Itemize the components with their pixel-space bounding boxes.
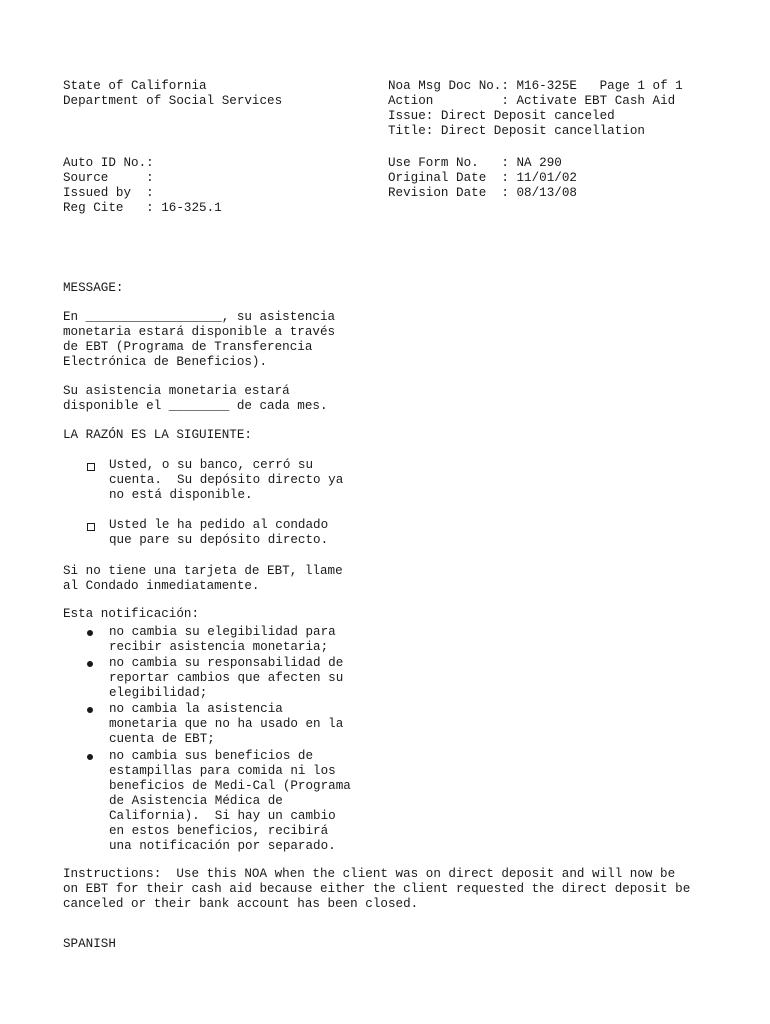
issued-by: Issued by : <box>63 186 154 200</box>
notice-bullet-4 <box>109 749 351 854</box>
text-line: no cambia sus beneficios de <box>109 749 314 763</box>
text-line: canceled or their bank account has been closed. <box>63 897 419 911</box>
text-line: Su asistencia monetaria estará <box>63 384 290 398</box>
reg-cite: Reg Cite : 16-325.1 <box>63 201 222 215</box>
message-paragraph-2 <box>63 384 328 414</box>
text-line: En __________________, su asistencia <box>63 310 336 324</box>
instructions <box>63 867 690 912</box>
text-line: estampillas para comida ni los <box>109 764 336 778</box>
text-line: elegibilidad; <box>109 686 208 700</box>
text-line: cuenta. Su depósito directo ya <box>109 473 344 487</box>
checkbox-icon <box>87 523 95 531</box>
auto-id: Auto ID No.: <box>63 156 154 170</box>
message-heading: MESSAGE: <box>63 281 124 295</box>
agency-state: State of California <box>63 79 207 93</box>
text-line: Electrónica de Beneficios). <box>63 355 268 369</box>
text-line: no cambia la asistencia <box>109 702 283 716</box>
text-line: al Condado inmediatamente. <box>63 579 260 593</box>
text-line: que pare su depósito directo. <box>109 533 329 547</box>
message-paragraph-1 <box>63 310 335 370</box>
text-line: monetaria estará disponible a través <box>63 325 336 339</box>
doc-issue: Issue: Direct Deposit canceled <box>388 109 615 123</box>
text-line: beneficios de Medi-Cal (Programa <box>109 779 351 793</box>
bullet-icon <box>87 661 93 667</box>
document-info <box>388 79 683 139</box>
notice-bullet-3 <box>109 702 343 747</box>
notice-bullet-1 <box>109 625 336 655</box>
bullet-icon <box>87 630 93 636</box>
agency-header <box>63 79 282 109</box>
notice-heading: Esta notificación: <box>63 607 200 621</box>
source: Source : <box>63 171 154 185</box>
meta-left <box>63 156 222 216</box>
checkbox-icon <box>87 463 95 471</box>
message-paragraph-3 <box>63 564 343 594</box>
text-line: cuenta de EBT; <box>109 732 215 746</box>
text-line: Usted le ha pedido al condado <box>109 518 329 532</box>
reason-option-2 <box>109 518 328 548</box>
doc-action: Action : Activate EBT Cash Aid <box>388 94 676 108</box>
text-line: de EBT (Programa de Transferencia <box>63 340 313 354</box>
text-line: Usted, o su banco, cerró su <box>109 458 314 472</box>
bullet-icon <box>87 754 93 760</box>
language-label: SPANISH <box>63 937 116 951</box>
text-line: recibir asistencia monetaria; <box>109 640 329 654</box>
doc-number: Noa Msg Doc No.: M16-325E Page 1 of 1 <box>388 79 683 93</box>
notice-bullet-2 <box>109 656 343 701</box>
use-form: Use Form No. : NA 290 <box>388 156 562 170</box>
bullet-icon <box>87 707 93 713</box>
reason-option-1 <box>109 458 343 503</box>
revision-date: Revision Date : 08/13/08 <box>388 186 577 200</box>
text-line: una notificación por separado. <box>109 839 336 853</box>
text-line: Instructions: Use this NOA when the client was on direct deposit and will now be <box>63 867 676 881</box>
text-line: disponible el ________ de cada mes. <box>63 399 328 413</box>
text-line: reportar cambios que afecten su <box>109 671 344 685</box>
text-line: no cambia su responsabilidad de <box>109 656 344 670</box>
agency-department: Department of Social Services <box>63 94 283 108</box>
reason-heading: LA RAZÓN ES LA SIGUIENTE: <box>63 428 252 442</box>
text-line: de Asistencia Médica de <box>109 794 283 808</box>
meta-right <box>388 156 577 201</box>
text-line: no cambia su elegibilidad para <box>109 625 336 639</box>
text-line: monetaria que no ha usado en la <box>109 717 344 731</box>
original-date: Original Date : 11/01/02 <box>388 171 577 185</box>
text-line: on EBT for their cash aid because either the client requested the direct deposit be <box>63 882 691 896</box>
text-line: Si no tiene una tarjeta de EBT, llame <box>63 564 343 578</box>
text-line: no está disponible. <box>109 488 253 502</box>
text-line: California). Si hay un cambio <box>109 809 336 823</box>
text-line: en estos beneficios, recibirá <box>109 824 329 838</box>
doc-title: Title: Direct Deposit cancellation <box>388 124 645 138</box>
